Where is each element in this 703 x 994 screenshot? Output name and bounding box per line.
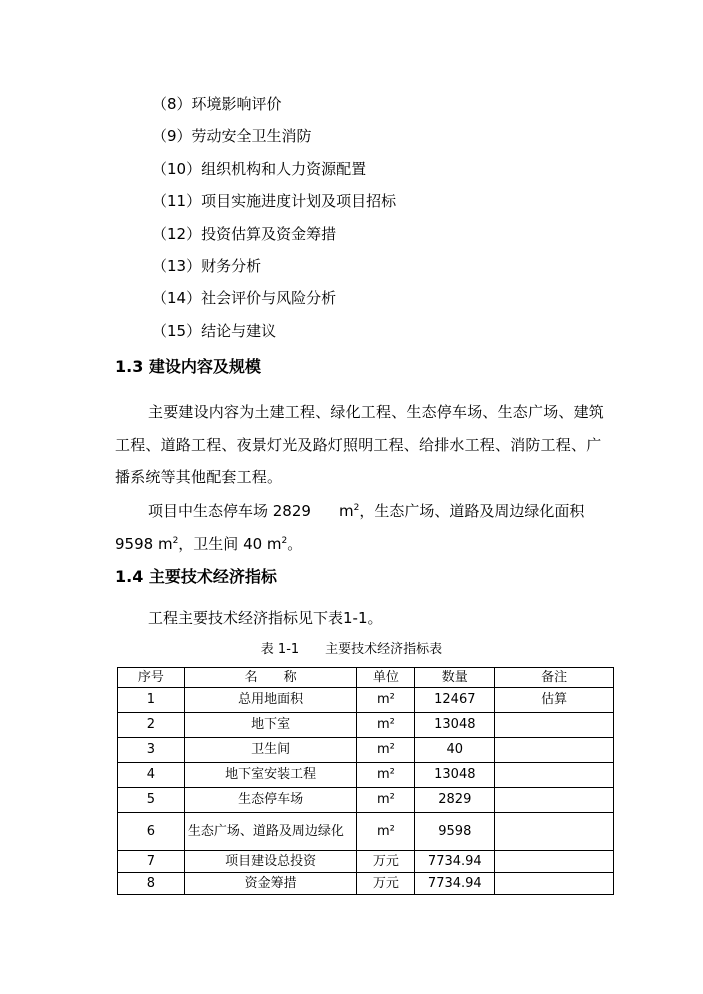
header-cell: 数量: [415, 668, 495, 688]
table-row: [118, 873, 614, 895]
cell-note: 估算: [495, 688, 614, 713]
cell-name: 项目建设总投资: [184, 851, 357, 873]
indicator-table: [117, 667, 614, 895]
cell-qty: 13048: [415, 713, 495, 738]
table-row: [118, 738, 614, 763]
text-span: ，卫生间 40 m: [178, 535, 282, 553]
cell-note: [495, 763, 614, 788]
cell-name: 地下室安装工程: [184, 763, 357, 788]
cell-no: 3: [118, 738, 185, 763]
text-span: ，生态广场、道路及周边绿化面积: [359, 502, 585, 520]
cell-no: 2: [118, 713, 185, 738]
cell-no: 6: [118, 813, 185, 851]
cell-unit: m²: [357, 813, 415, 851]
cell-qty: 7734.94: [415, 851, 495, 873]
header-cell: 名 称: [184, 668, 357, 688]
paragraph-area: [148, 492, 584, 527]
cell-qty: 7734.94: [415, 873, 495, 895]
list-item: （11）项目实施进度计划及项目招标: [152, 192, 397, 210]
cell-name: 资金筹措: [184, 873, 357, 895]
cell-unit: m²: [357, 788, 415, 813]
cell-no: 5: [118, 788, 185, 813]
cell-no: 1: [118, 688, 185, 713]
table-row: [118, 713, 614, 738]
cell-unit: m²: [357, 688, 415, 713]
section-heading: 1.4 主要技术经济指标: [115, 567, 277, 586]
section-heading: 1.3 建设内容及规模: [115, 357, 261, 376]
cell-qty: 40: [415, 738, 495, 763]
cell-note: [495, 873, 614, 895]
cell-name: 卫生间: [184, 738, 357, 763]
list-item: （13）财务分析: [152, 257, 262, 275]
cell-qty: 12467: [415, 688, 495, 713]
list-item: （10）组织机构和人力资源配置: [152, 160, 367, 178]
paragraph-content: 主要建设内容为土建工程、绿化工程、生态停车场、生态广场、建筑工程、道路工程、夜景灯光及路灯照明工程、给排水工程、消防工程、广播系统等其他配套工程。: [115, 403, 605, 486]
cell-no: 4: [118, 763, 185, 788]
cell-qty: 13048: [415, 763, 495, 788]
caption-title: 主要技术经济指标表: [325, 642, 443, 657]
list-item: （15）结论与建议: [152, 322, 277, 340]
cell-name: 地下室: [184, 713, 357, 738]
table-row: [118, 688, 614, 713]
cell-no: 8: [118, 873, 185, 895]
table-row: [118, 763, 614, 788]
list-item: （14）社会评价与风险分析: [152, 289, 337, 307]
cell-unit: 万元: [357, 873, 415, 895]
superscript: 2: [172, 536, 179, 546]
cell-note: [495, 713, 614, 738]
table-row: [118, 788, 614, 813]
header-cell: 单位: [357, 668, 415, 688]
cell-unit: m²: [357, 713, 415, 738]
caption-number: 表 1-1: [260, 642, 300, 657]
cell-name: 生态停车场: [184, 788, 357, 813]
superscript: 2: [353, 503, 360, 513]
cell-note: [495, 738, 614, 763]
text-span: 。: [287, 535, 303, 553]
header-cell: 序号: [118, 668, 185, 688]
list-item: （12）投资估算及资金筹措: [152, 225, 337, 243]
cell-unit: m²: [357, 763, 415, 788]
paragraph-area-cont: [115, 525, 302, 560]
cell-unit: m²: [357, 738, 415, 763]
table-header-row: [118, 668, 614, 688]
text-span: 9598 m: [115, 535, 173, 553]
table-caption: [0, 641, 703, 659]
cell-qty: 2829: [415, 788, 495, 813]
cell-qty: 9598: [415, 813, 495, 851]
table-row: [118, 851, 614, 873]
superscript: 2: [281, 536, 288, 546]
cell-unit: 万元: [357, 851, 415, 873]
cell-note: [495, 788, 614, 813]
table-intro: 工程主要技术经济指标见下表1-1。: [148, 609, 383, 627]
text-span: 项目中生态停车场 2829: [148, 502, 311, 520]
list-item: （9）劳动安全卫生消防: [152, 127, 312, 145]
cell-note: [495, 813, 614, 851]
table-row: [118, 813, 614, 851]
cell-no: 7: [118, 851, 185, 873]
header-cell: 备注: [495, 668, 614, 688]
cell-name: 生态广场、道路及周边绿化: [184, 813, 357, 851]
text-span: m: [338, 502, 354, 520]
cell-note: [495, 851, 614, 873]
list-item: （8）环境影响评价: [152, 95, 282, 113]
cell-name: 总用地面积: [184, 688, 357, 713]
